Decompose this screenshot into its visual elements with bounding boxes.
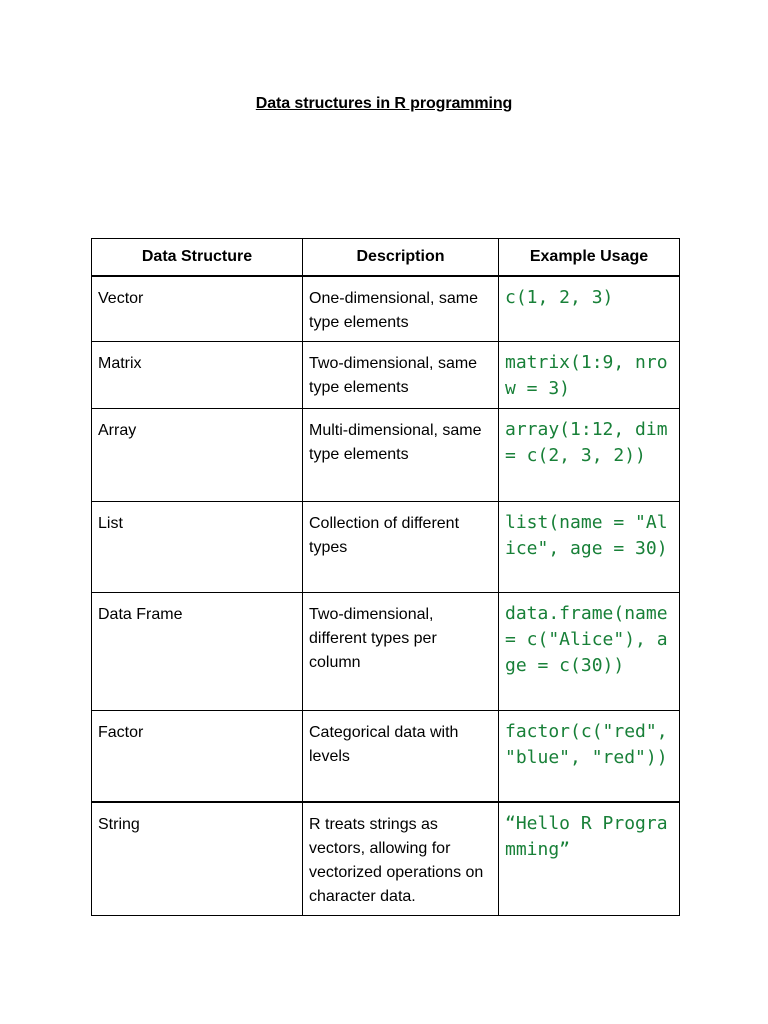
row-structure-name: Factor: [92, 711, 303, 803]
table-row: [92, 276, 680, 342]
row-structure-name: String: [92, 802, 303, 916]
row-description: Categorical data with levels: [303, 711, 499, 803]
page-title: Data structures in R programming: [255, 95, 513, 112]
header-example-usage: Example Usage: [499, 239, 680, 277]
data-structures-table: [91, 238, 680, 916]
row-description: Two-dimensional, same type elements: [303, 342, 499, 409]
table-header-row: [92, 239, 680, 277]
row-structure-name: Vector: [92, 276, 303, 342]
row-structure-name: Data Frame: [92, 593, 303, 711]
table-row: [92, 342, 680, 409]
row-description: One-dimensional, same type elements: [303, 276, 499, 342]
table-row: [92, 802, 680, 916]
row-example-code: c(1, 2, 3): [499, 276, 680, 342]
row-example-code: data.frame(name = c("Alice"), age = c(30)): [499, 593, 680, 711]
header-description: Description: [303, 239, 499, 277]
row-description: Collection of different types: [303, 502, 499, 593]
table-row: [92, 711, 680, 803]
row-example-code: matrix(1:9, nrow = 3): [499, 342, 680, 409]
row-example-code: factor(c("red", "blue", "red")): [499, 711, 680, 803]
row-description: Two-dimensional, different types per column: [303, 593, 499, 711]
row-description: R treats strings as vectors, allowing for vectorized operations on character data.: [303, 802, 499, 916]
row-description: Multi-dimensional, same type elements: [303, 409, 499, 502]
row-example-code: “Hello R Programming”: [499, 802, 680, 916]
row-example-code: array(1:12, dim = c(2, 3, 2)): [499, 409, 680, 502]
table-row: [92, 502, 680, 593]
table-row: [92, 409, 680, 502]
row-structure-name: List: [92, 502, 303, 593]
row-example-code: list(name = "Alice", age = 30): [499, 502, 680, 593]
table-row: [92, 593, 680, 711]
row-structure-name: Matrix: [92, 342, 303, 409]
row-structure-name: Array: [92, 409, 303, 502]
header-data-structure: Data Structure: [92, 239, 303, 277]
